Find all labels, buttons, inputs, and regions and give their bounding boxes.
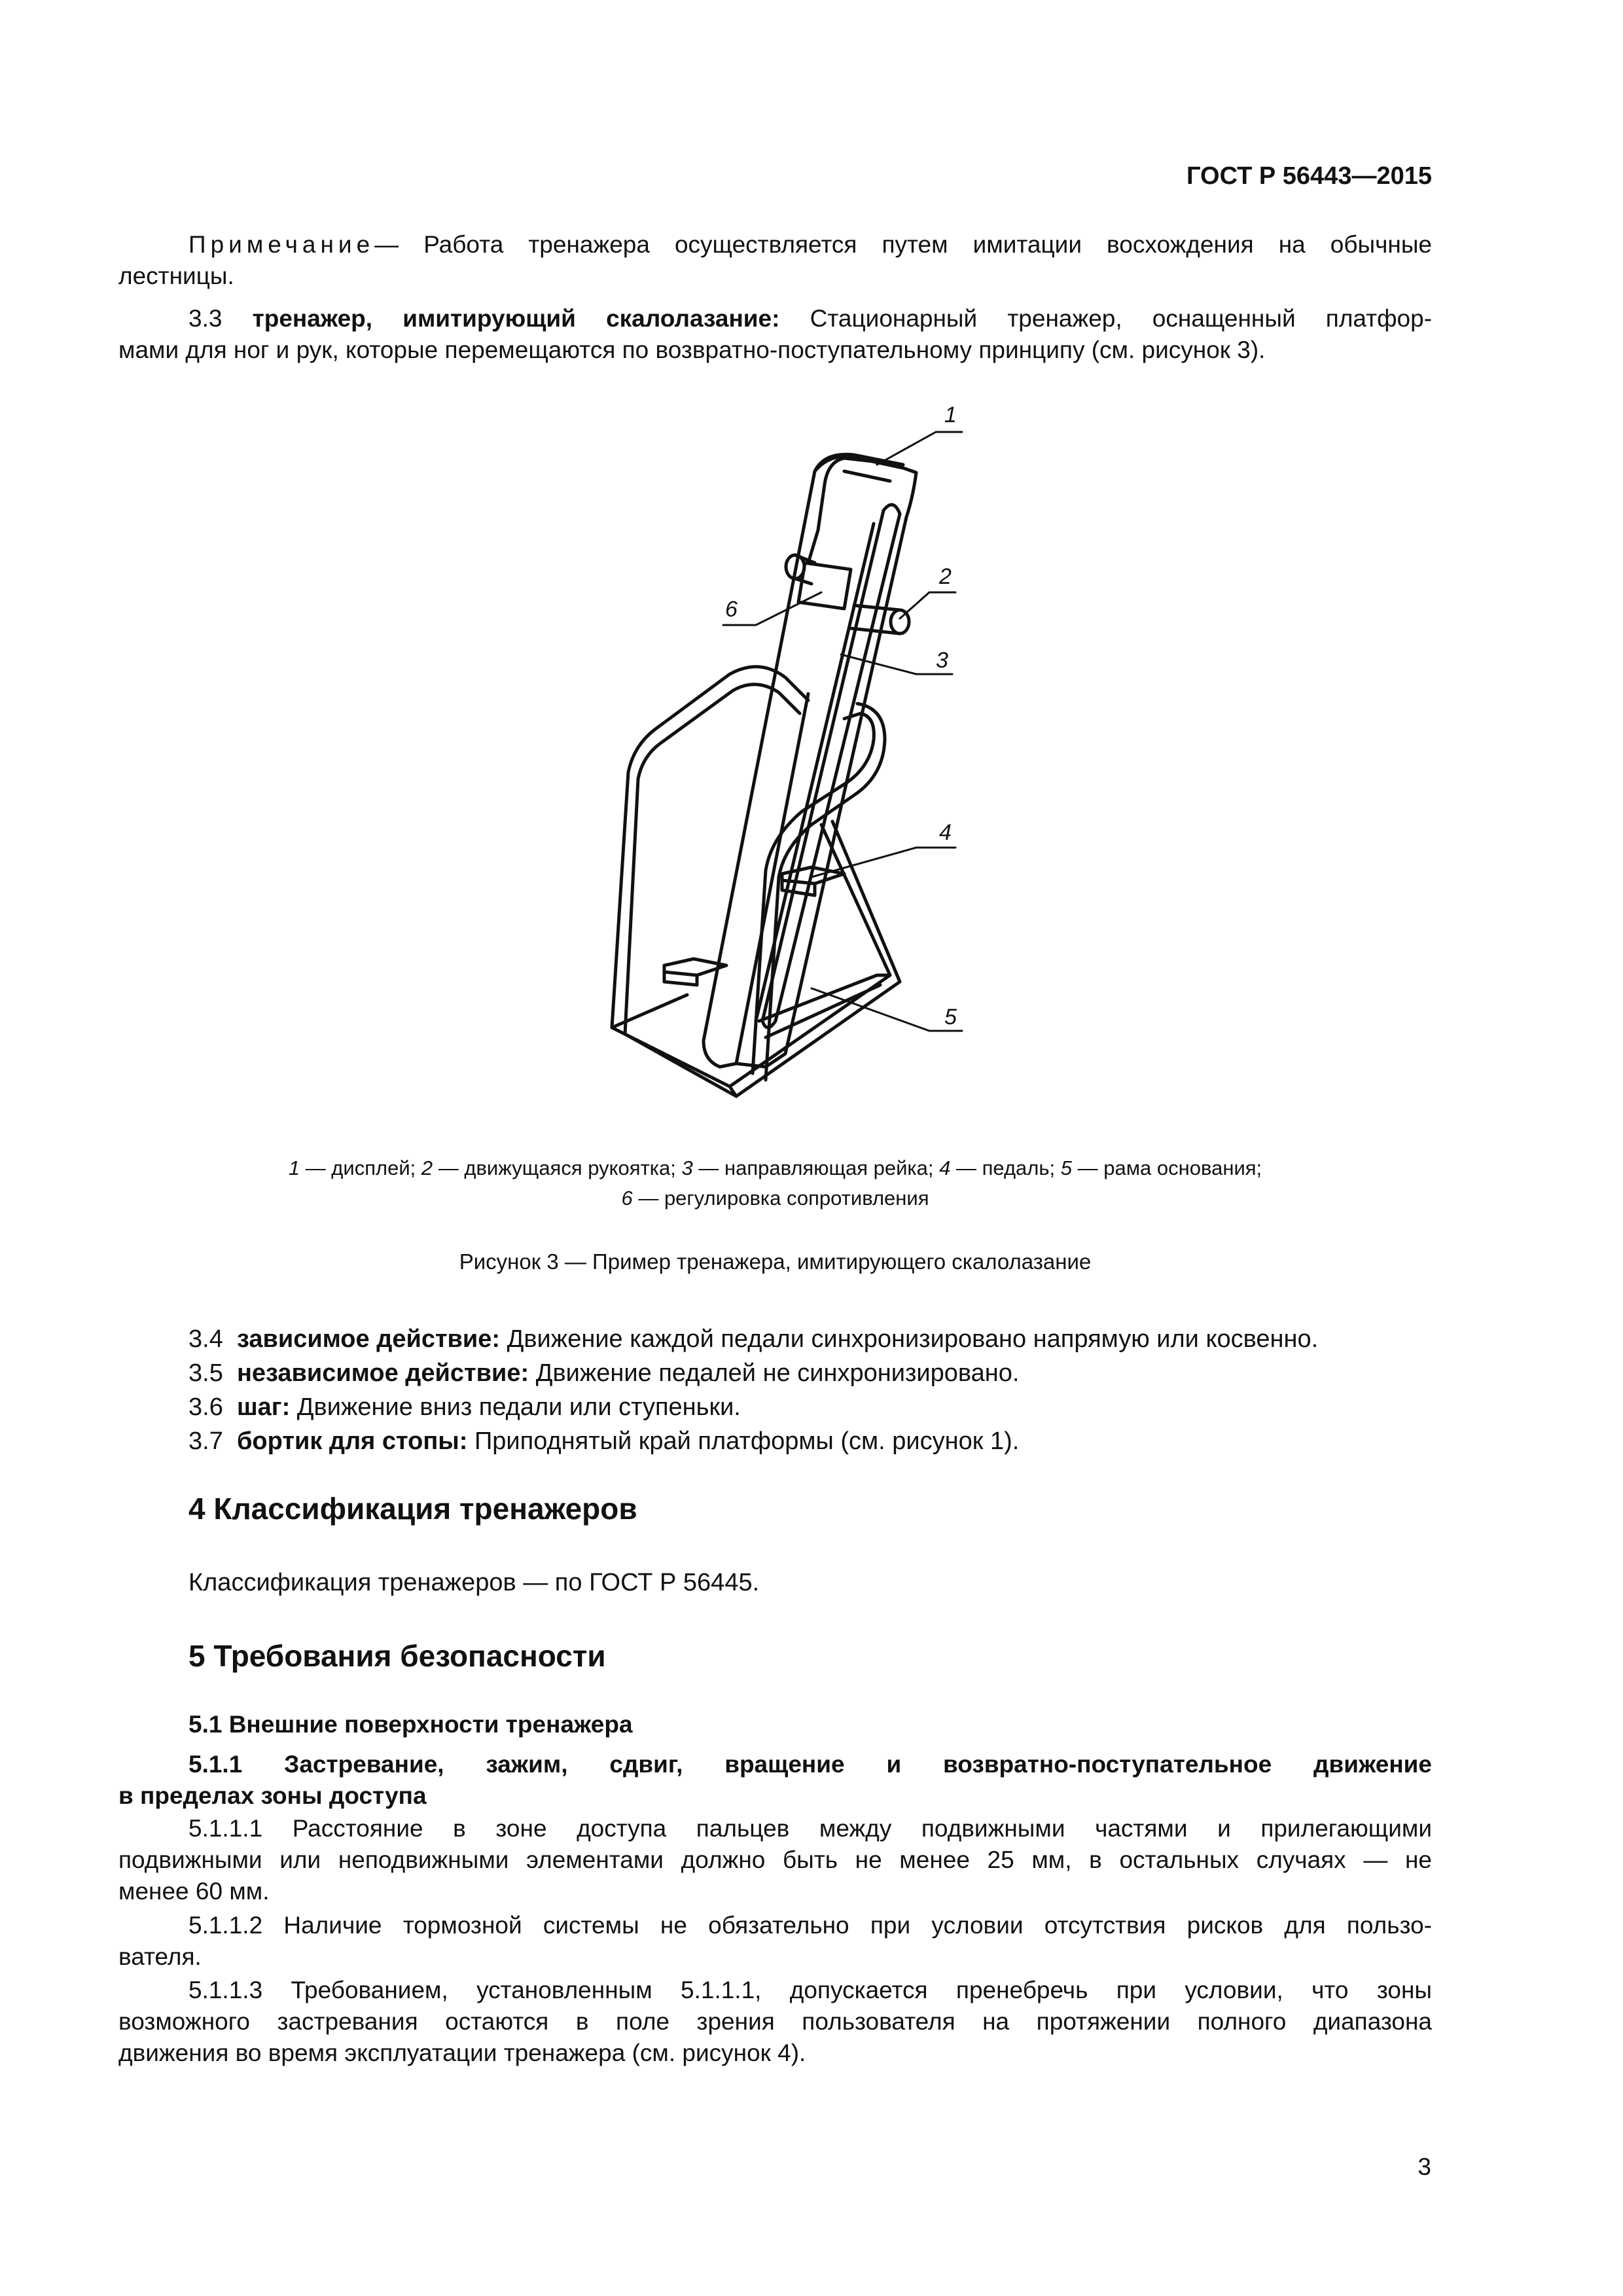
note-text: — Работа тренажера осуществляется путем имитации восхождения на обычные xyxy=(374,231,1432,258)
note-label: Примечание xyxy=(188,231,375,258)
callout-1: 1 xyxy=(944,403,957,427)
figure-3-drawing xyxy=(589,393,1008,1132)
term-3-4: 3.4 зависимое действие: Движение каждой педали синхронизировано напрямую или косвенно. xyxy=(188,1325,1319,1353)
subsection-5-1: 5.1 Внешние поверхности тренажера xyxy=(188,1711,633,1738)
clause-3-3-line-1 xyxy=(118,303,1432,334)
term-3-7: 3.7 бортик для стопы: Приподнятый край платформы (см. рисунок 1). xyxy=(188,1427,1020,1455)
clause-definition: Стационарный тренажер, оснащенный платфор- xyxy=(810,305,1433,332)
callout-4: 4 xyxy=(939,820,952,845)
paragraph-5-1-1-3: 5.1.1.3 Требованием, установленным 5.1.1.1, допускается пренебречь при условии, что зоны возможного застревания остаются в поле зрения пользователя на протяжении полного диапазона движения во время эксплуатации тренажера (см. рисунок 4). xyxy=(118,1977,1432,2066)
section-4-heading: 4 Классификация тренажеров xyxy=(188,1492,637,1526)
figure-caption: Рисунок 3 — Пример тренажера, имитирующего скалолазание xyxy=(459,1249,1092,1274)
clause-term: тренажер, имитирующий скалолазание: xyxy=(252,305,780,332)
section-4-text: Классификация тренажеров — по ГОСТ Р 56445. xyxy=(188,1569,760,1596)
legend-line-2: 6 — регулировка сопротивления xyxy=(621,1187,929,1210)
figure-legend xyxy=(118,1153,1432,1213)
standard-number: ГОСТ Р 56443—2015 xyxy=(1186,162,1432,190)
clause-number: 3.3 xyxy=(188,305,223,332)
subsection-5-1-1 xyxy=(118,1749,1432,1812)
note xyxy=(118,229,1432,292)
terms-list xyxy=(188,1322,1432,1458)
paragraph-5-1-1-2: 5.1.1.2 Наличие тормозной системы не обязательно при условии отсутствия рисков для пользо- вателя. xyxy=(118,1912,1432,1970)
page-number: 3 xyxy=(1418,2153,1431,2180)
display xyxy=(808,454,903,563)
resistance-adjust xyxy=(798,563,851,609)
clause-3-3 xyxy=(118,303,1432,366)
callout-6: 6 xyxy=(725,597,738,622)
term-3-5: 3.5 независимое действие: Движение педалей не синхронизировано. xyxy=(188,1359,1020,1387)
callout-5: 5 xyxy=(944,1005,957,1030)
term-3-6: 3.6 шаг: Движение вниз педали или ступеньки. xyxy=(188,1393,741,1421)
callout-3: 3 xyxy=(936,648,948,673)
note-line-2: лестницы. xyxy=(118,262,234,289)
section-5-heading: 5 Требования безопасности xyxy=(188,1639,606,1673)
subsection-5-1-1-line-1: 5.1.1 Застревание, зажим, сдвиг, вращение и возвратно-поступательное движение xyxy=(188,1751,1432,1778)
clause-3-3-line-2: мами для ног и рук, которые перемещаются по возвратно-поступательному принципу (см. рисунок 3). xyxy=(118,336,1266,363)
legend-line-1: 1 — дисплей; 2 — движущаяся рукоятка; 3 — направляющая рейка; 4 — педаль; 5 — рама основания; xyxy=(288,1157,1262,1179)
paragraph-5-1-1-1: 5.1.1.1 Расстояние в зоне доступа пальцев между подвижными частями и прилегающими подвижными или неподвижными элементами должно быть не менее 25 мм, в остальных случаях — не менее 60 мм. xyxy=(118,1815,1432,1905)
callout-2: 2 xyxy=(939,564,952,589)
subsection-5-1-1-line-2: в пределах зоны доступа xyxy=(118,1782,427,1809)
note-line-1 xyxy=(118,229,1432,260)
